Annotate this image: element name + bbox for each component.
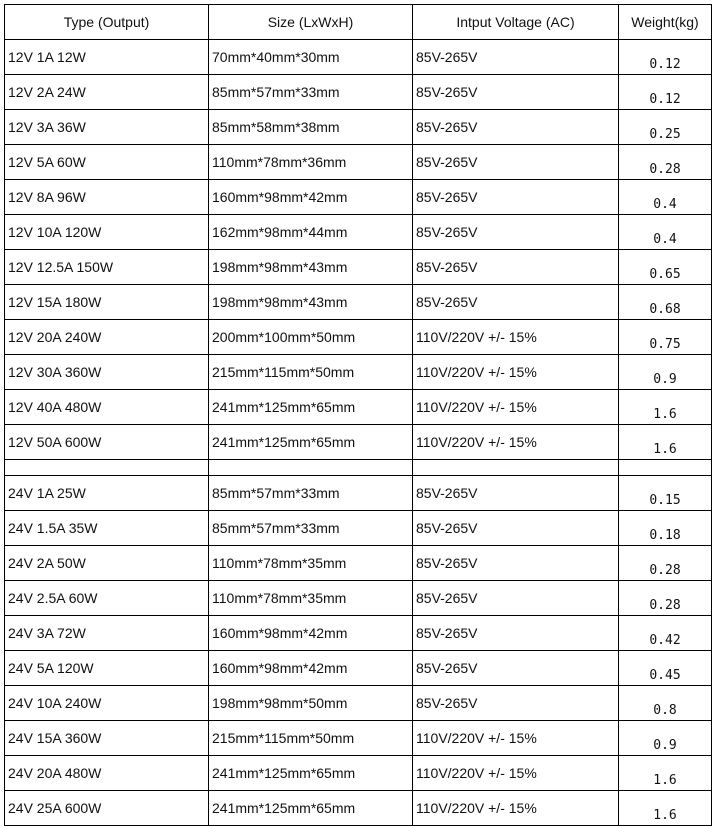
table-row	[5, 546, 712, 581]
weight-cell: 0.65	[619, 250, 712, 285]
size-cell: 160mm*98mm*42mm	[209, 616, 413, 651]
type-cell: 12V 2A 24W	[5, 75, 209, 110]
weight-cell: 0.15	[619, 476, 712, 511]
size-cell: 241mm*125mm*65mm	[209, 390, 413, 425]
weight-cell: 0.75	[619, 320, 712, 355]
table-row	[5, 686, 712, 721]
voltage-cell: 85V-265V	[413, 215, 619, 250]
voltage-cell: 110V/220V +/- 15%	[413, 390, 619, 425]
weight-cell: 0.18	[619, 511, 712, 546]
voltage-cell: 85V-265V	[413, 145, 619, 180]
voltage-cell: 85V-265V	[413, 546, 619, 581]
table-row	[5, 390, 712, 425]
size-cell: 85mm*57mm*33mm	[209, 476, 413, 511]
type-cell: 12V 8A 96W	[5, 180, 209, 215]
size-cell: 241mm*125mm*65mm	[209, 791, 413, 826]
size-cell: 85mm*57mm*33mm	[209, 511, 413, 546]
empty-cell	[413, 460, 619, 476]
table-row	[5, 425, 712, 460]
type-cell: 24V 3A 72W	[5, 616, 209, 651]
header-weight: Weight(kg)	[619, 5, 712, 40]
voltage-cell: 85V-265V	[413, 511, 619, 546]
table-row	[5, 285, 712, 320]
weight-cell: 1.6	[619, 390, 712, 425]
voltage-cell: 85V-265V	[413, 75, 619, 110]
table-row	[5, 180, 712, 215]
weight-cell: 1.6	[619, 756, 712, 791]
voltage-cell: 85V-265V	[413, 616, 619, 651]
table-row	[5, 756, 712, 791]
size-cell: 160mm*98mm*42mm	[209, 651, 413, 686]
voltage-cell: 85V-265V	[413, 686, 619, 721]
weight-cell: 0.25	[619, 110, 712, 145]
table-row	[5, 320, 712, 355]
table-row	[5, 651, 712, 686]
type-cell: 24V 2A 50W	[5, 546, 209, 581]
weight-cell: 1.6	[619, 425, 712, 460]
header-size: Size (LxWxH)	[209, 5, 413, 40]
type-cell: 12V 40A 480W	[5, 390, 209, 425]
weight-cell: 0.45	[619, 651, 712, 686]
size-cell: 198mm*98mm*50mm	[209, 686, 413, 721]
size-cell: 198mm*98mm*43mm	[209, 285, 413, 320]
voltage-cell: 85V-265V	[413, 110, 619, 145]
voltage-cell: 110V/220V +/- 15%	[413, 320, 619, 355]
table-row	[5, 721, 712, 756]
weight-cell: 0.9	[619, 721, 712, 756]
type-cell: 24V 5A 120W	[5, 651, 209, 686]
weight-cell: 0.4	[619, 215, 712, 250]
voltage-cell: 110V/220V +/- 15%	[413, 425, 619, 460]
table-row	[5, 476, 712, 511]
type-cell: 12V 15A 180W	[5, 285, 209, 320]
type-cell: 24V 20A 480W	[5, 756, 209, 791]
weight-cell: 0.12	[619, 40, 712, 75]
size-cell: 198mm*98mm*43mm	[209, 250, 413, 285]
table-row	[5, 75, 712, 110]
size-cell: 215mm*115mm*50mm	[209, 355, 413, 390]
weight-cell: 1.6	[619, 791, 712, 826]
type-cell: 12V 1A 12W	[5, 40, 209, 75]
table-row	[5, 110, 712, 145]
table-row	[5, 145, 712, 180]
type-cell: 12V 10A 120W	[5, 215, 209, 250]
size-cell: 160mm*98mm*42mm	[209, 180, 413, 215]
type-cell: 12V 12.5A 150W	[5, 250, 209, 285]
voltage-cell: 85V-265V	[413, 250, 619, 285]
voltage-cell: 85V-265V	[413, 40, 619, 75]
table-row	[5, 250, 712, 285]
table-row	[5, 355, 712, 390]
type-cell: 24V 1A 25W	[5, 476, 209, 511]
type-cell: 24V 2.5A 60W	[5, 581, 209, 616]
voltage-cell: 110V/220V +/- 15%	[413, 721, 619, 756]
size-cell: 241mm*125mm*65mm	[209, 756, 413, 791]
header-voltage: Intput Voltage (AC)	[413, 5, 619, 40]
voltage-cell: 85V-265V	[413, 476, 619, 511]
size-cell: 215mm*115mm*50mm	[209, 721, 413, 756]
type-cell: 24V 15A 360W	[5, 721, 209, 756]
weight-cell: 0.28	[619, 546, 712, 581]
header-row	[5, 5, 712, 40]
weight-cell: 0.68	[619, 285, 712, 320]
size-cell: 110mm*78mm*35mm	[209, 546, 413, 581]
type-cell: 24V 25A 600W	[5, 791, 209, 826]
voltage-cell: 85V-265V	[413, 180, 619, 215]
table-row	[5, 791, 712, 826]
voltage-cell: 110V/220V +/- 15%	[413, 791, 619, 826]
table-row	[5, 511, 712, 546]
weight-cell: 0.42	[619, 616, 712, 651]
weight-cell: 0.12	[619, 75, 712, 110]
voltage-cell: 85V-265V	[413, 285, 619, 320]
size-cell: 70mm*40mm*30mm	[209, 40, 413, 75]
voltage-cell: 110V/220V +/- 15%	[413, 355, 619, 390]
weight-cell: 0.4	[619, 180, 712, 215]
weight-cell: 0.9	[619, 355, 712, 390]
type-cell: 12V 50A 600W	[5, 425, 209, 460]
type-cell: 24V 10A 240W	[5, 686, 209, 721]
header-type: Type (Output)	[5, 5, 209, 40]
size-cell: 162mm*98mm*44mm	[209, 215, 413, 250]
size-cell: 241mm*125mm*65mm	[209, 425, 413, 460]
empty-cell	[619, 460, 712, 476]
empty-cell	[5, 460, 209, 476]
size-cell: 200mm*100mm*50mm	[209, 320, 413, 355]
weight-cell: 0.8	[619, 686, 712, 721]
type-cell: 12V 30A 360W	[5, 355, 209, 390]
size-cell: 110mm*78mm*36mm	[209, 145, 413, 180]
table-row	[5, 581, 712, 616]
table-row	[5, 40, 712, 75]
voltage-cell: 85V-265V	[413, 651, 619, 686]
weight-cell: 0.28	[619, 145, 712, 180]
table-row	[5, 215, 712, 250]
type-cell: 12V 20A 240W	[5, 320, 209, 355]
voltage-cell: 85V-265V	[413, 581, 619, 616]
power-supply-spec-table	[4, 4, 712, 826]
empty-cell	[209, 460, 413, 476]
table-row	[5, 616, 712, 651]
type-cell: 24V 1.5A 35W	[5, 511, 209, 546]
voltage-cell: 110V/220V +/- 15%	[413, 756, 619, 791]
size-cell: 85mm*58mm*38mm	[209, 110, 413, 145]
size-cell: 110mm*78mm*35mm	[209, 581, 413, 616]
type-cell: 12V 3A 36W	[5, 110, 209, 145]
separator-row	[5, 460, 712, 476]
weight-cell: 0.28	[619, 581, 712, 616]
size-cell: 85mm*57mm*33mm	[209, 75, 413, 110]
type-cell: 12V 5A 60W	[5, 145, 209, 180]
